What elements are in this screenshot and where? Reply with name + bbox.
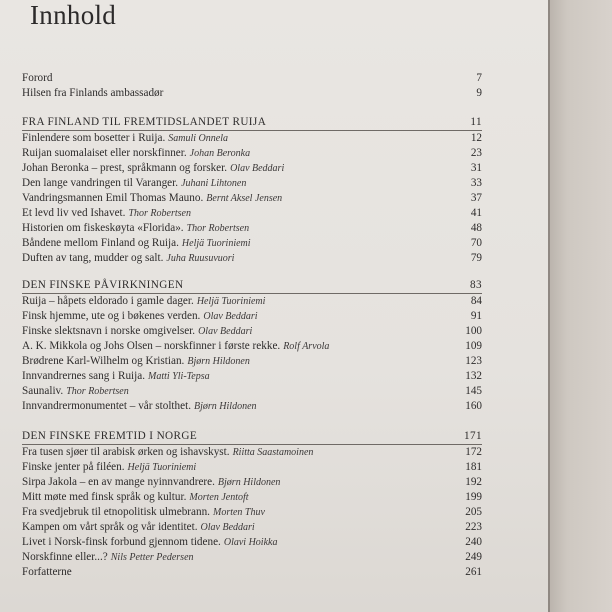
- page-edge-line: [548, 0, 550, 612]
- entry-title: Mitt møte med finsk språk og kultur.: [22, 491, 187, 503]
- entry-author: Rolf Arvola: [283, 341, 330, 352]
- entry-title: Ruijan suomalaiset eller norskfinner.: [22, 147, 187, 159]
- section-page-number: 11: [470, 116, 482, 128]
- entry-page-number: 109: [465, 340, 482, 352]
- entry-title: Brødrene Karl-Wilhelm og Kristian.: [22, 355, 185, 367]
- entry-page-number: 70: [470, 237, 482, 249]
- toc-entry: [22, 460, 482, 475]
- entry-title: Et levd liv ved Ishavet.: [22, 207, 126, 219]
- entry-title: A. K. Mikkola og Johs Olsen – norskfinner i første rekke.: [22, 340, 281, 352]
- entry-title: Sirpa Jakola – en av mange nyinnvandrere.: [22, 476, 215, 488]
- toc-entry: [22, 191, 482, 206]
- table-of-contents: [22, 71, 482, 580]
- entry-title: Finsk hjemme, ute og i bøkenes verden.: [22, 310, 201, 322]
- entry-page-number: 261: [465, 566, 482, 578]
- entry-author: Olavi Hoikka: [223, 537, 278, 548]
- entry-author: Thor Robertsen: [128, 208, 191, 219]
- entry-page-number: 249: [465, 551, 482, 563]
- toc-entry: [22, 221, 482, 236]
- entry-title: Forord: [22, 72, 53, 84]
- entry-author: Thor Robertsen: [186, 223, 250, 234]
- entry-page-number: 91: [470, 310, 482, 322]
- toc-entry: [22, 475, 482, 490]
- toc-entry: [22, 535, 482, 550]
- entry-author: Riitta Saastamoinen: [232, 447, 314, 458]
- entry-author: Olav Beddari: [198, 326, 253, 337]
- entry-title: Finske jenter på filéen.: [22, 461, 125, 473]
- entry-author: Nils Petter Pedersen: [110, 552, 194, 563]
- entry-title: Båndene mellom Finland og Ruija.: [22, 237, 179, 249]
- entry-title: Johan Beronka – prest, språkmann og forsker.: [22, 162, 228, 174]
- entry-author: Bernt Aksel Jensen: [206, 193, 283, 204]
- entry-page-number: 9: [476, 87, 482, 99]
- entry-page-number: 199: [465, 491, 482, 503]
- toc-entry: [22, 236, 482, 251]
- entry-title: Duften av tang, mudder og salt.: [22, 252, 164, 264]
- entry-author: Samuli Onnela: [168, 133, 228, 144]
- section-heading: [22, 429, 482, 444]
- toc-entry: [22, 565, 482, 580]
- entry-author: Morten Jentoft: [189, 492, 249, 503]
- entry-author: Olav Beddari: [230, 163, 285, 174]
- entry-author: Johan Beronka: [189, 148, 251, 159]
- toc-entry: [22, 206, 482, 221]
- entry-title: Kampen om vårt språk og vår identitet.: [22, 521, 198, 533]
- entry-page-number: 23: [470, 147, 482, 159]
- entry-page-number: 223: [465, 521, 482, 533]
- entry-page-number: 240: [465, 536, 482, 548]
- entry-author: Juhani Lihtonen: [181, 178, 247, 189]
- toc-entry: [22, 146, 482, 161]
- toc-entry: [22, 161, 482, 176]
- entry-title: Den lange vandringen til Varanger.: [22, 177, 179, 189]
- entry-page-number: 41: [470, 207, 482, 219]
- entry-title: Saunaliv.: [22, 385, 64, 397]
- entry-author: Matti Yli-Tepsa: [148, 371, 210, 382]
- entry-page-number: 12: [470, 132, 482, 144]
- entry-title: Finske slektsnavn i norske omgivelser.: [22, 325, 196, 337]
- entry-page-number: 37: [470, 192, 482, 204]
- entry-author: Juha Ruusuvuori: [166, 253, 235, 264]
- section-heading: [22, 278, 482, 293]
- toc-entry: [22, 520, 482, 535]
- toc-entry: [22, 294, 482, 309]
- toc-entry: [22, 384, 482, 399]
- toc-entry: [22, 399, 482, 414]
- entry-page-number: 84: [470, 295, 482, 307]
- entry-author: Bjørn Hildonen: [217, 477, 281, 488]
- entry-page-number: 172: [465, 446, 482, 458]
- entry-page-number: 31: [470, 162, 482, 174]
- toc-entry: [22, 490, 482, 505]
- entry-page-number: 33: [470, 177, 482, 189]
- entry-author: Olav Beddari: [203, 311, 258, 322]
- toc-entry: [22, 86, 482, 101]
- entry-page-number: 205: [465, 506, 482, 518]
- section-heading: [22, 115, 482, 130]
- entry-title: Finlendere som bosetter i Ruija.: [22, 132, 166, 144]
- section-page-number: 83: [470, 279, 482, 291]
- entry-page-number: 160: [465, 400, 482, 412]
- entry-title: Fra tusen sjøer til arabisk ørken og ishavskyst.: [22, 446, 230, 458]
- entry-author: Morten Thuv: [212, 507, 265, 518]
- entry-title: Innvandrermonumentet – vår stolthet.: [22, 400, 192, 412]
- entry-title: Livet i Norsk-finsk forbund gjennom tidene.: [22, 536, 221, 548]
- section-title: FRA FINLAND TIL FREMTIDSLANDET RUIJA: [22, 116, 267, 128]
- entry-title: Ruija – håpets eldorado i gamle dager.: [22, 295, 194, 307]
- entry-page-number: 132: [465, 370, 482, 382]
- entry-author: Bjørn Hildonen: [187, 356, 250, 367]
- entry-author: Bjørn Hildonen: [194, 401, 257, 412]
- toc-entry: [22, 251, 482, 266]
- toc-entry: [22, 131, 482, 146]
- entry-author: Thor Robertsen: [66, 386, 129, 397]
- entry-author: Olav Beddari: [200, 522, 255, 533]
- section-page-number: 171: [464, 430, 482, 442]
- toc-entry: [22, 339, 482, 354]
- book-page-edge: [548, 0, 612, 612]
- entry-page-number: 48: [470, 222, 482, 234]
- toc-entry: [22, 445, 482, 460]
- toc-entry: [22, 71, 482, 86]
- entry-page-number: 181: [465, 461, 482, 473]
- entry-page-number: 100: [465, 325, 482, 337]
- toc-entry: [22, 550, 482, 565]
- toc-entry: [22, 324, 482, 339]
- entry-title: Innvandrernes sang i Ruija.: [22, 370, 146, 382]
- entry-author: Heljä Tuoriniemi: [181, 238, 251, 249]
- entry-title: Hilsen fra Finlands ambassadør: [22, 87, 164, 99]
- entry-page-number: 7: [476, 72, 482, 84]
- toc-entry: [22, 176, 482, 191]
- entry-page-number: 192: [465, 476, 482, 488]
- section-title: DEN FINSKE FREMTID I NORGE: [22, 430, 198, 442]
- toc-entry: [22, 369, 482, 384]
- entry-title: Fra svedjebruk til etnopolitisk ulmebrann.: [22, 506, 210, 518]
- toc-entry: [22, 505, 482, 520]
- entry-page-number: 79: [470, 252, 482, 264]
- entry-title: Forfatterne: [22, 566, 72, 578]
- section-title: DEN FINSKE PÅVIRKNINGEN: [22, 279, 184, 291]
- toc-entry: [22, 309, 482, 324]
- entry-author: Heljä Tuoriniemi: [196, 296, 266, 307]
- page-heading: Innhold: [30, 0, 117, 30]
- entry-author: Heljä Tuoriniemi: [127, 462, 197, 473]
- toc-entry: [22, 354, 482, 369]
- entry-title: Norskfinne eller...?: [22, 551, 108, 563]
- entry-page-number: 145: [465, 385, 482, 397]
- entry-page-number: 123: [465, 355, 482, 367]
- entry-title: Historien om fiskeskøyta «Florida».: [22, 222, 184, 234]
- entry-title: Vandringsmannen Emil Thomas Mauno.: [22, 192, 204, 204]
